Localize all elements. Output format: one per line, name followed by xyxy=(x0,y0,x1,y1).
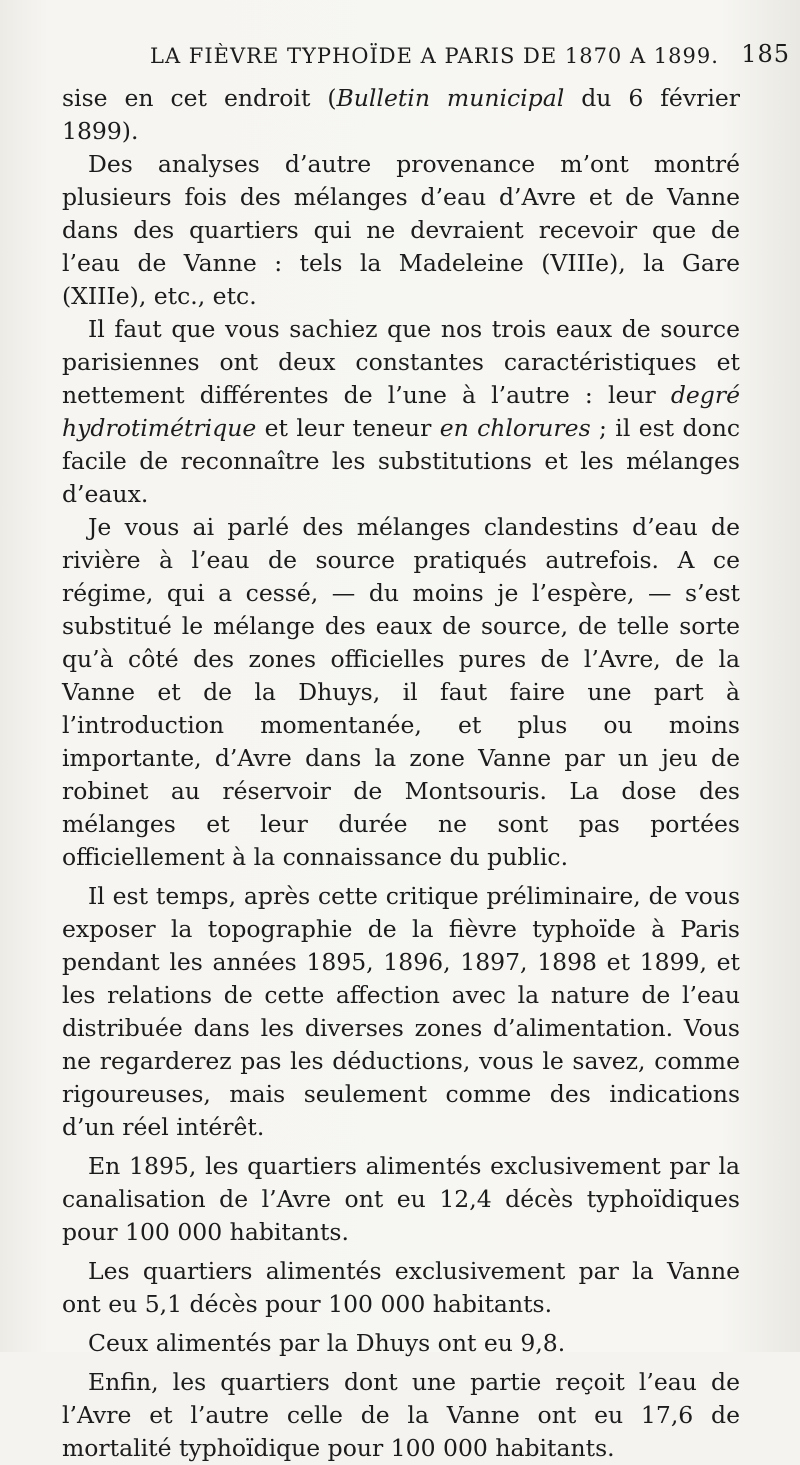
running-header xyxy=(150,40,790,68)
paragraph-4: Je vous ai parlé des mélanges clandestins d’eau de rivière à l’eau de source pratiqués autrefois. A ce régime, qui a cessé, — du moins je l’espère, — s’est substitué le mélange des eaux de source, de telle sorte qu’à côté des zones officielles pures de l’Avre, de la Vanne et de la Dhuys, il faut faire une part à l’introduction momentanée, et plus ou moins importante, d’Avre dans la zone Vanne par un jeu de robinet au réservoir de Montsouris. La dose des mélanges et leur durée ne sont pas portées officiellement à la connaissance du public. xyxy=(62,513,740,871)
page-body xyxy=(62,82,740,1465)
paragraph-8: Ceux alimentés par la Dhuys ont eu 9,8. xyxy=(88,1329,566,1357)
paragraph-6: En 1895, les quartiers alimentés exclusivement par la canalisation de l’Avre ont eu 12,4 décès typhoïdiques pour 100 000 habitants. xyxy=(62,1152,740,1246)
paragraph-5: Il est temps, après cette critique préliminaire, de vous exposer la topographie de la fièvre typhoïde à Paris pendant les années 1895, 1896, 1897, 1898 et 1899, et les relations de cette affection avec la nature de l’eau distribuée dans les diverses zones d’alimentation. Vous ne regarderez pas les déductions, vous le savez, comme rigoureuses, mais seulement comme des indications d’un réel intérêt. xyxy=(62,882,740,1141)
paragraph-1: sise en cet endroit (Bulletin municipal du 6 février 1899). xyxy=(62,84,740,145)
paragraph-2: Des analyses d’autre provenance m’ont montré plusieurs fois des mélanges d’eau d’Avre et de Vanne dans des quartiers qui ne devraient recevoir que de l’eau de Vanne : tels la Madeleine (VIIIe), la Gare (XIIIe), etc., etc. xyxy=(62,150,740,310)
running-title: LA FIÈVRE TYPHOÏDE A PARIS DE 1870 A 1899. xyxy=(150,44,719,68)
paragraph-9: Enfin, les quartiers dont une partie reçoit l’eau de l’Avre et l’autre celle de la Vanne ont eu 17,6 de mortalité typhoïdique pour 100 000 habitants. xyxy=(62,1368,740,1462)
paragraph-3: Il faut que vous sachiez que nos trois eaux de source parisiennes ont deux constantes caractéristiques et nettement différentes de l’une à l’autre : leur degré hydrotimétrique et leur teneur en chlorures ; il est donc facile de reconnaître les substitutions et les mélanges d’eaux. xyxy=(62,315,740,508)
page-number: 185 xyxy=(741,40,790,68)
paragraph-7: Les quartiers alimentés exclusivement par la Vanne ont eu 5,1 décès pour 100 000 habitants. xyxy=(62,1257,740,1318)
